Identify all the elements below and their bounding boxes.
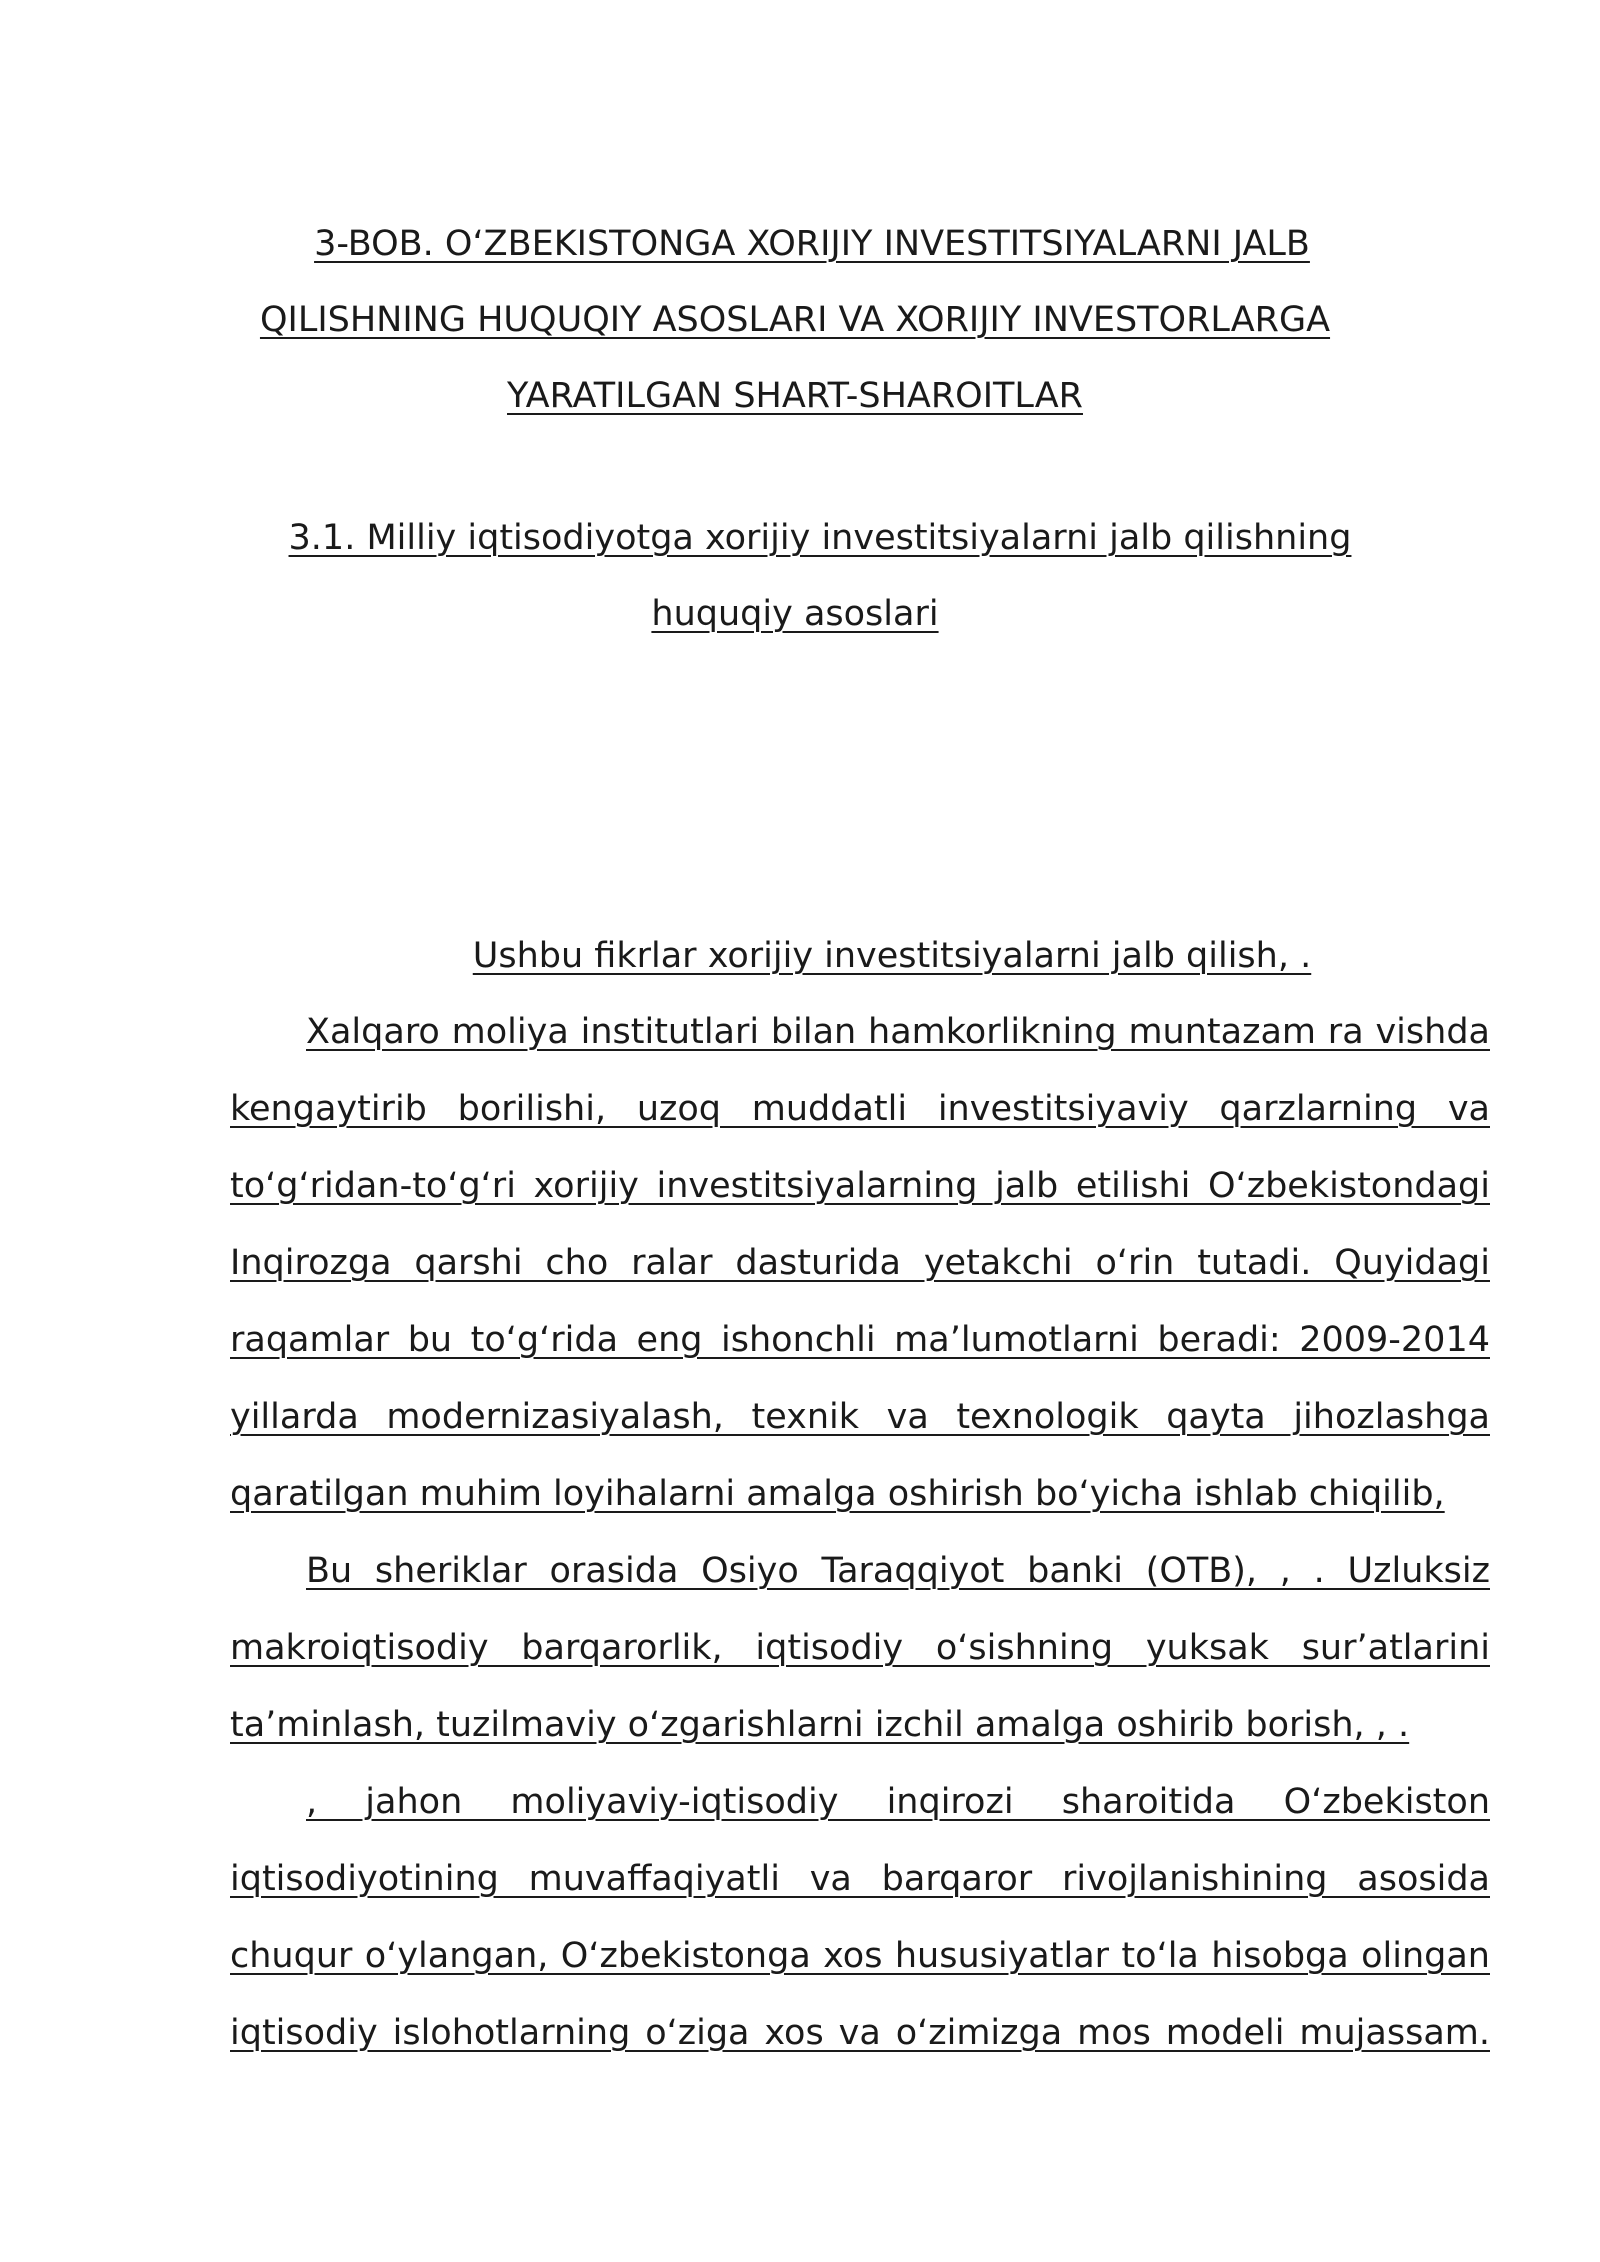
paragraph-3-line-3: chuqur o‘ylangan, O‘zbekistonga xos hususiyatlar to‘la hisobga olingan: [230, 1936, 1490, 1976]
paragraph-3-line-2: iqtisodiyotining muvaffaqiyatli va barqaror rivojlanishining asosida: [230, 1859, 1490, 1899]
paragraph-1-line-3: to‘g‘ridan-to‘g‘ri xorijiy investitsiyalarning jalb etilishi O‘zbekistondagi: [230, 1166, 1490, 1206]
paragraph-1-line-2: kengaytirib borilishi, uzoq muddatli investitsiyaviy qarzlarning va: [230, 1089, 1490, 1129]
chapter-title-line-2: QILISHNING HUQUQIY ASOSLARI VA XORIJIY INVESTORLARGA: [259, 300, 1331, 340]
paragraph-2-line-2: makroiqtisodiy barqarorlik, iqtisodiy o‘sishning yuksak sur’atlarini: [230, 1628, 1490, 1668]
lead-sentence: Ushbu fikrlar xorijiy investitsiyalarni jalb qilish, .: [472, 936, 1312, 976]
paragraph-1-line-5: raqamlar bu to‘g‘rida eng ishonchli ma’lumotlarni beradi: 2009-2014: [230, 1320, 1490, 1360]
chapter-title-line-1: 3-BOB. O‘ZBEKISTONGA XORIJIY INVESTITSIYALARNI JALB: [314, 224, 1310, 264]
paragraph-1-line-1: Xalqaro moliya institutlari bilan hamkorlikning muntazam ra vishda: [306, 1012, 1490, 1052]
chapter-title-line-3: YARATILGAN SHART-SHAROITLAR: [507, 376, 1083, 416]
paragraph-3-line-4: iqtisodiy islohotlarning o‘ziga xos va o‘zimizga mos modeli mujassam.: [230, 2013, 1490, 2053]
paragraph-2-line-1: Bu sheriklar orasida Osiyo Taraqqiyot banki (OTB), , . Uzluksiz: [306, 1551, 1490, 1591]
paragraph-1-line-6: yillarda modernizasiyalash, texnik va texnologik qayta jihozlashga: [230, 1397, 1490, 1437]
paragraph-2-line-3: ta’minlash, tuzilmaviy o‘zgarishlarni izchil amalga oshirib borish, , .: [230, 1705, 1410, 1745]
section-title-line-2: huquqiy asoslari: [651, 594, 939, 634]
paragraph-3-line-1: , jahon moliyaviy-iqtisodiy inqirozi sharoitida O‘zbekiston: [306, 1782, 1490, 1822]
paragraph-1-line-4: Inqirozga qarshi cho ralar dasturida yetakchi o‘rin tutadi. Quyidagi: [230, 1243, 1490, 1283]
section-title-line-1: 3.1. Milliy iqtisodiyotga xorijiy investitsiyalarni jalb qilishning: [288, 518, 1352, 558]
paragraph-1-line-7: qaratilgan muhim loyihalarni amalga oshirish bo‘yicha ishlab chiqilib,: [230, 1474, 1445, 1514]
